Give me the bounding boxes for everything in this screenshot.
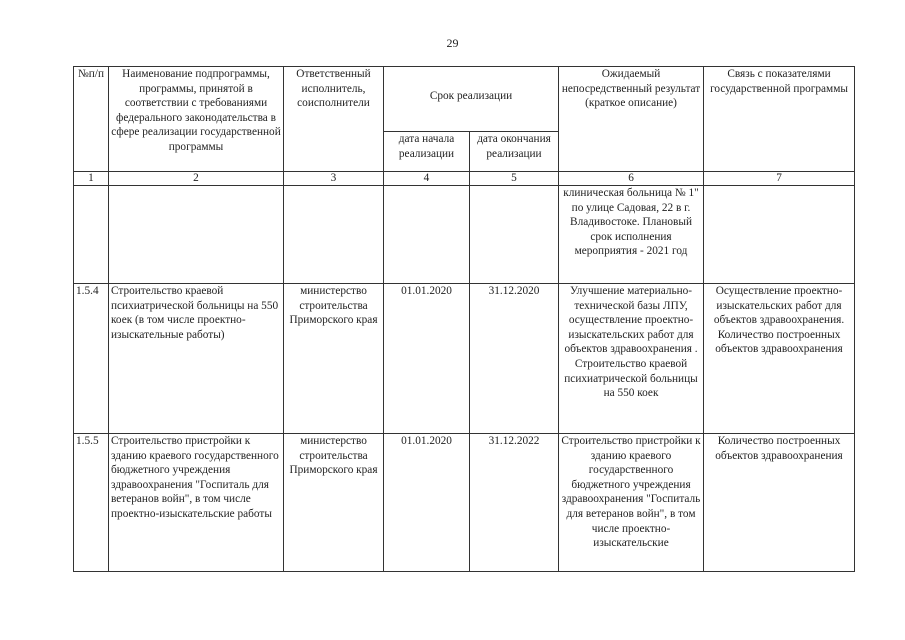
header-end: дата окончания реализации [470,132,559,172]
row-link: Количество построенных объектов здравоохранения [704,434,855,572]
row-executor [284,186,384,284]
row-name: Строительство краевой психиатрической больницы на 550 коек (в том числе проектно-изыскательные работы) [109,284,284,434]
row-link: Осуществление проектно-изыскательских работ для объектов здравоохранения. Количество построенных объектов здравоохранения [704,284,855,434]
column-number: 1 [74,172,109,186]
row-name: Строительство пристройки к зданию краевого государственного бюджетного учреждения здравоохранения "Госпиталь для ветеранов войн", в том числе проектно-изыскательские работы [109,434,284,572]
column-number: 5 [470,172,559,186]
column-number: 7 [704,172,855,186]
column-number-row [74,172,855,186]
column-number: 2 [109,172,284,186]
row-result: Строительство пристройки к зданию краевого государственного бюджетного учреждения здравоохранения "Госпиталь для ветеранов войн", в том числе проектно-изыскательские [559,434,704,572]
row-start: 01.01.2020 [384,434,470,572]
column-number: 6 [559,172,704,186]
row-result: Улучшение материально-технической базы ЛПУ, осуществление проектно-изыскательских работ для объектов здравоохранения . Строительство краевой психиатрической больницы на 550 коек [559,284,704,434]
row-num [74,186,109,284]
header-link: Связь с показателями государственной программы [704,67,855,172]
row-start: 01.01.2020 [384,284,470,434]
table-row [74,284,855,434]
row-result: клиническая больница № 1" по улице Садовая, 22 в г. Владивостоке. Плановый срок исполнения мероприятия - 2021 год [559,186,704,284]
header-period: Срок реализации [384,67,559,132]
table-row [74,434,855,572]
table-row [74,186,855,284]
header-executor: Ответственный исполнитель, соисполнители [284,67,384,172]
row-executor: министерство строительства Приморского края [284,434,384,572]
header-result: Ожидаемый непосредственный результат (краткое описание) [559,67,704,172]
row-num: 1.5.4 [74,284,109,434]
row-name [109,186,284,284]
row-start [384,186,470,284]
column-number: 4 [384,172,470,186]
row-executor: министерство строительства Приморского края [284,284,384,434]
page-number: 29 [446,36,459,50]
row-end: 31.12.2020 [470,284,559,434]
row-link [704,186,855,284]
header-start: дата начала реализации [384,132,470,172]
row-num: 1.5.5 [74,434,109,572]
row-end [470,186,559,284]
header-row [74,67,855,132]
row-end: 31.12.2022 [470,434,559,572]
header-num: №п/п [74,67,109,172]
header-name: Наименование подпрограммы, программы, принятой в соответствии с требованиями федерального законодательства в сфере реализации государственной программы [109,67,284,172]
column-number: 3 [284,172,384,186]
program-table [73,66,855,572]
